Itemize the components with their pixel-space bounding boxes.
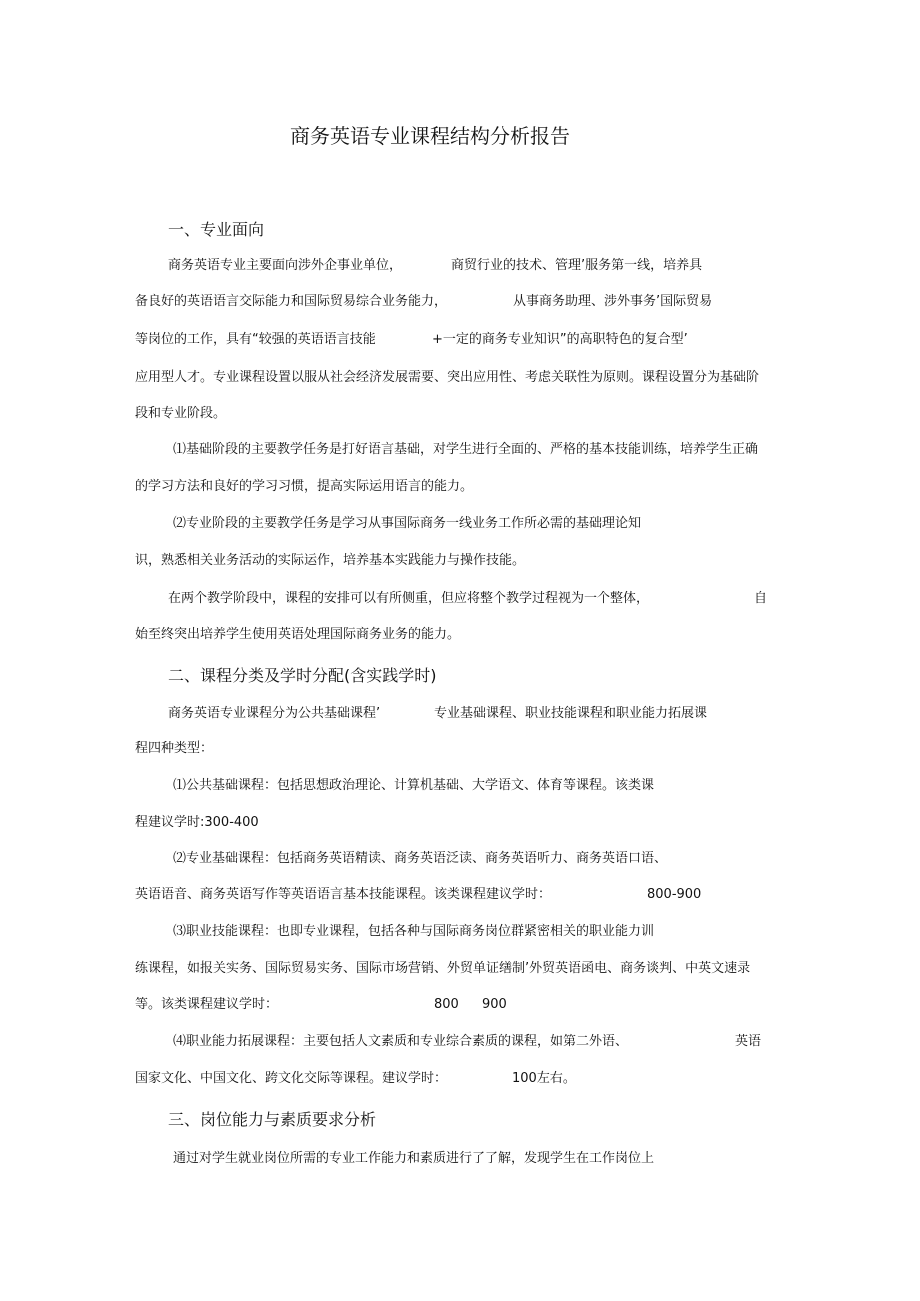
- paragraph-line: 专业基础课程、职业技能课程和职业能力拓展课: [434, 706, 708, 721]
- paragraph-line: ⑵专业基础课程：包括商务英语精读、商务英语泛读、商务英语听力、商务英语口语、: [173, 851, 668, 866]
- paragraph-line: 100左右。: [512, 1071, 576, 1086]
- paragraph-line: 段和专业阶段。: [135, 406, 227, 421]
- paragraph-line: 800: [434, 997, 459, 1012]
- paragraph-line: 识，熟悉相关业务活动的实际运作，培养基本实践能力与操作技能。: [135, 553, 526, 568]
- paragraph-line: ⑵专业阶段的主要教学任务是学习从事国际商务一线业务工作所必需的基础理论知: [173, 516, 642, 531]
- paragraph-line: 等岗位的工作，具有“较强的英语语言技能: [135, 332, 376, 347]
- paragraph-line: ⑴公共基础课程：包括思想政治理论、计算机基础、大学语文、体育等课程。该类课: [173, 778, 655, 793]
- paragraph-line: 从事商务助理、涉外事务’国际贸易: [513, 294, 713, 309]
- section-heading-1: 一、专业面向: [168, 220, 265, 239]
- paragraph-line: 备良好的英语语言交际能力和国际贸易综合业务能力，: [135, 294, 448, 309]
- paragraph-line: 英语语音、商务英语写作等英语语言基本技能课程。该类课程建议学时：: [135, 887, 552, 902]
- paragraph-line: 程建议学时:300-400: [135, 815, 259, 830]
- paragraph-line: 商务英语专业主要面向涉外企事业单位，: [168, 258, 403, 273]
- section-heading-2: 二、课程分类及学时分配(含实践学时): [168, 666, 437, 685]
- paragraph-line: 商务英语专业课程分为公共基础课程’: [168, 706, 381, 721]
- paragraph-line: 等。该类课程建议学时：: [135, 997, 279, 1012]
- paragraph-line: 900: [482, 997, 507, 1012]
- document-title: 商务英语专业课程结构分析报告: [290, 124, 570, 148]
- paragraph-line: 程四种类型：: [135, 741, 214, 756]
- paragraph-line: 英语: [735, 1034, 762, 1049]
- paragraph-line: +一定的商务专业知识”的高职特色的复合型’: [432, 332, 688, 347]
- paragraph-line: 练课程，如报关实务、国际贸易实务、国际市场营销、外贸单证缮制’外贸英语函电、商务谈判、中英文速录: [135, 961, 751, 976]
- paragraph-line: 始至终突出培养学生使用英语处理国际商务业务的能力。: [135, 627, 461, 642]
- paragraph-line: ⑶职业技能课程：也即专业课程，包括各种与国际商务岗位群紧密相关的职业能力训: [173, 924, 655, 939]
- paragraph-line: 通过对学生就业岗位所需的专业工作能力和素质进行了了解，发现学生在工作岗位上: [173, 1151, 655, 1166]
- paragraph-line: 应用型人才。专业课程设置以服从社会经济发展需要、突出应用性、考虑关联性为原则。课程设置分为基础阶: [135, 370, 760, 385]
- section-heading-3: 三、岗位能力与素质要求分析: [168, 1110, 377, 1129]
- paragraph-line: 在两个教学阶段中，课程的安排可以有所侧重，但应将整个教学过程视为一个整体，: [168, 591, 650, 606]
- paragraph-line: 800-900: [647, 887, 702, 902]
- paragraph-line: 国家文化、中国文化、跨文化交际等课程。建议学时：: [135, 1071, 448, 1086]
- paragraph-line: 自: [754, 591, 768, 606]
- paragraph-line: ⑴基础阶段的主要教学任务是打好语言基础，对学生进行全面的、严格的基本技能训练，培养学生正确: [173, 442, 759, 457]
- paragraph-line: ⑷职业能力拓展课程：主要包括人文素质和专业综合素质的课程，如第二外语、: [173, 1034, 629, 1049]
- paragraph-line: 的学习方法和良好的学习习惯，提高实际运用语言的能力。: [135, 479, 474, 494]
- paragraph-line: 商贸行业的技术、管理’服务第一线，培养具: [451, 258, 703, 273]
